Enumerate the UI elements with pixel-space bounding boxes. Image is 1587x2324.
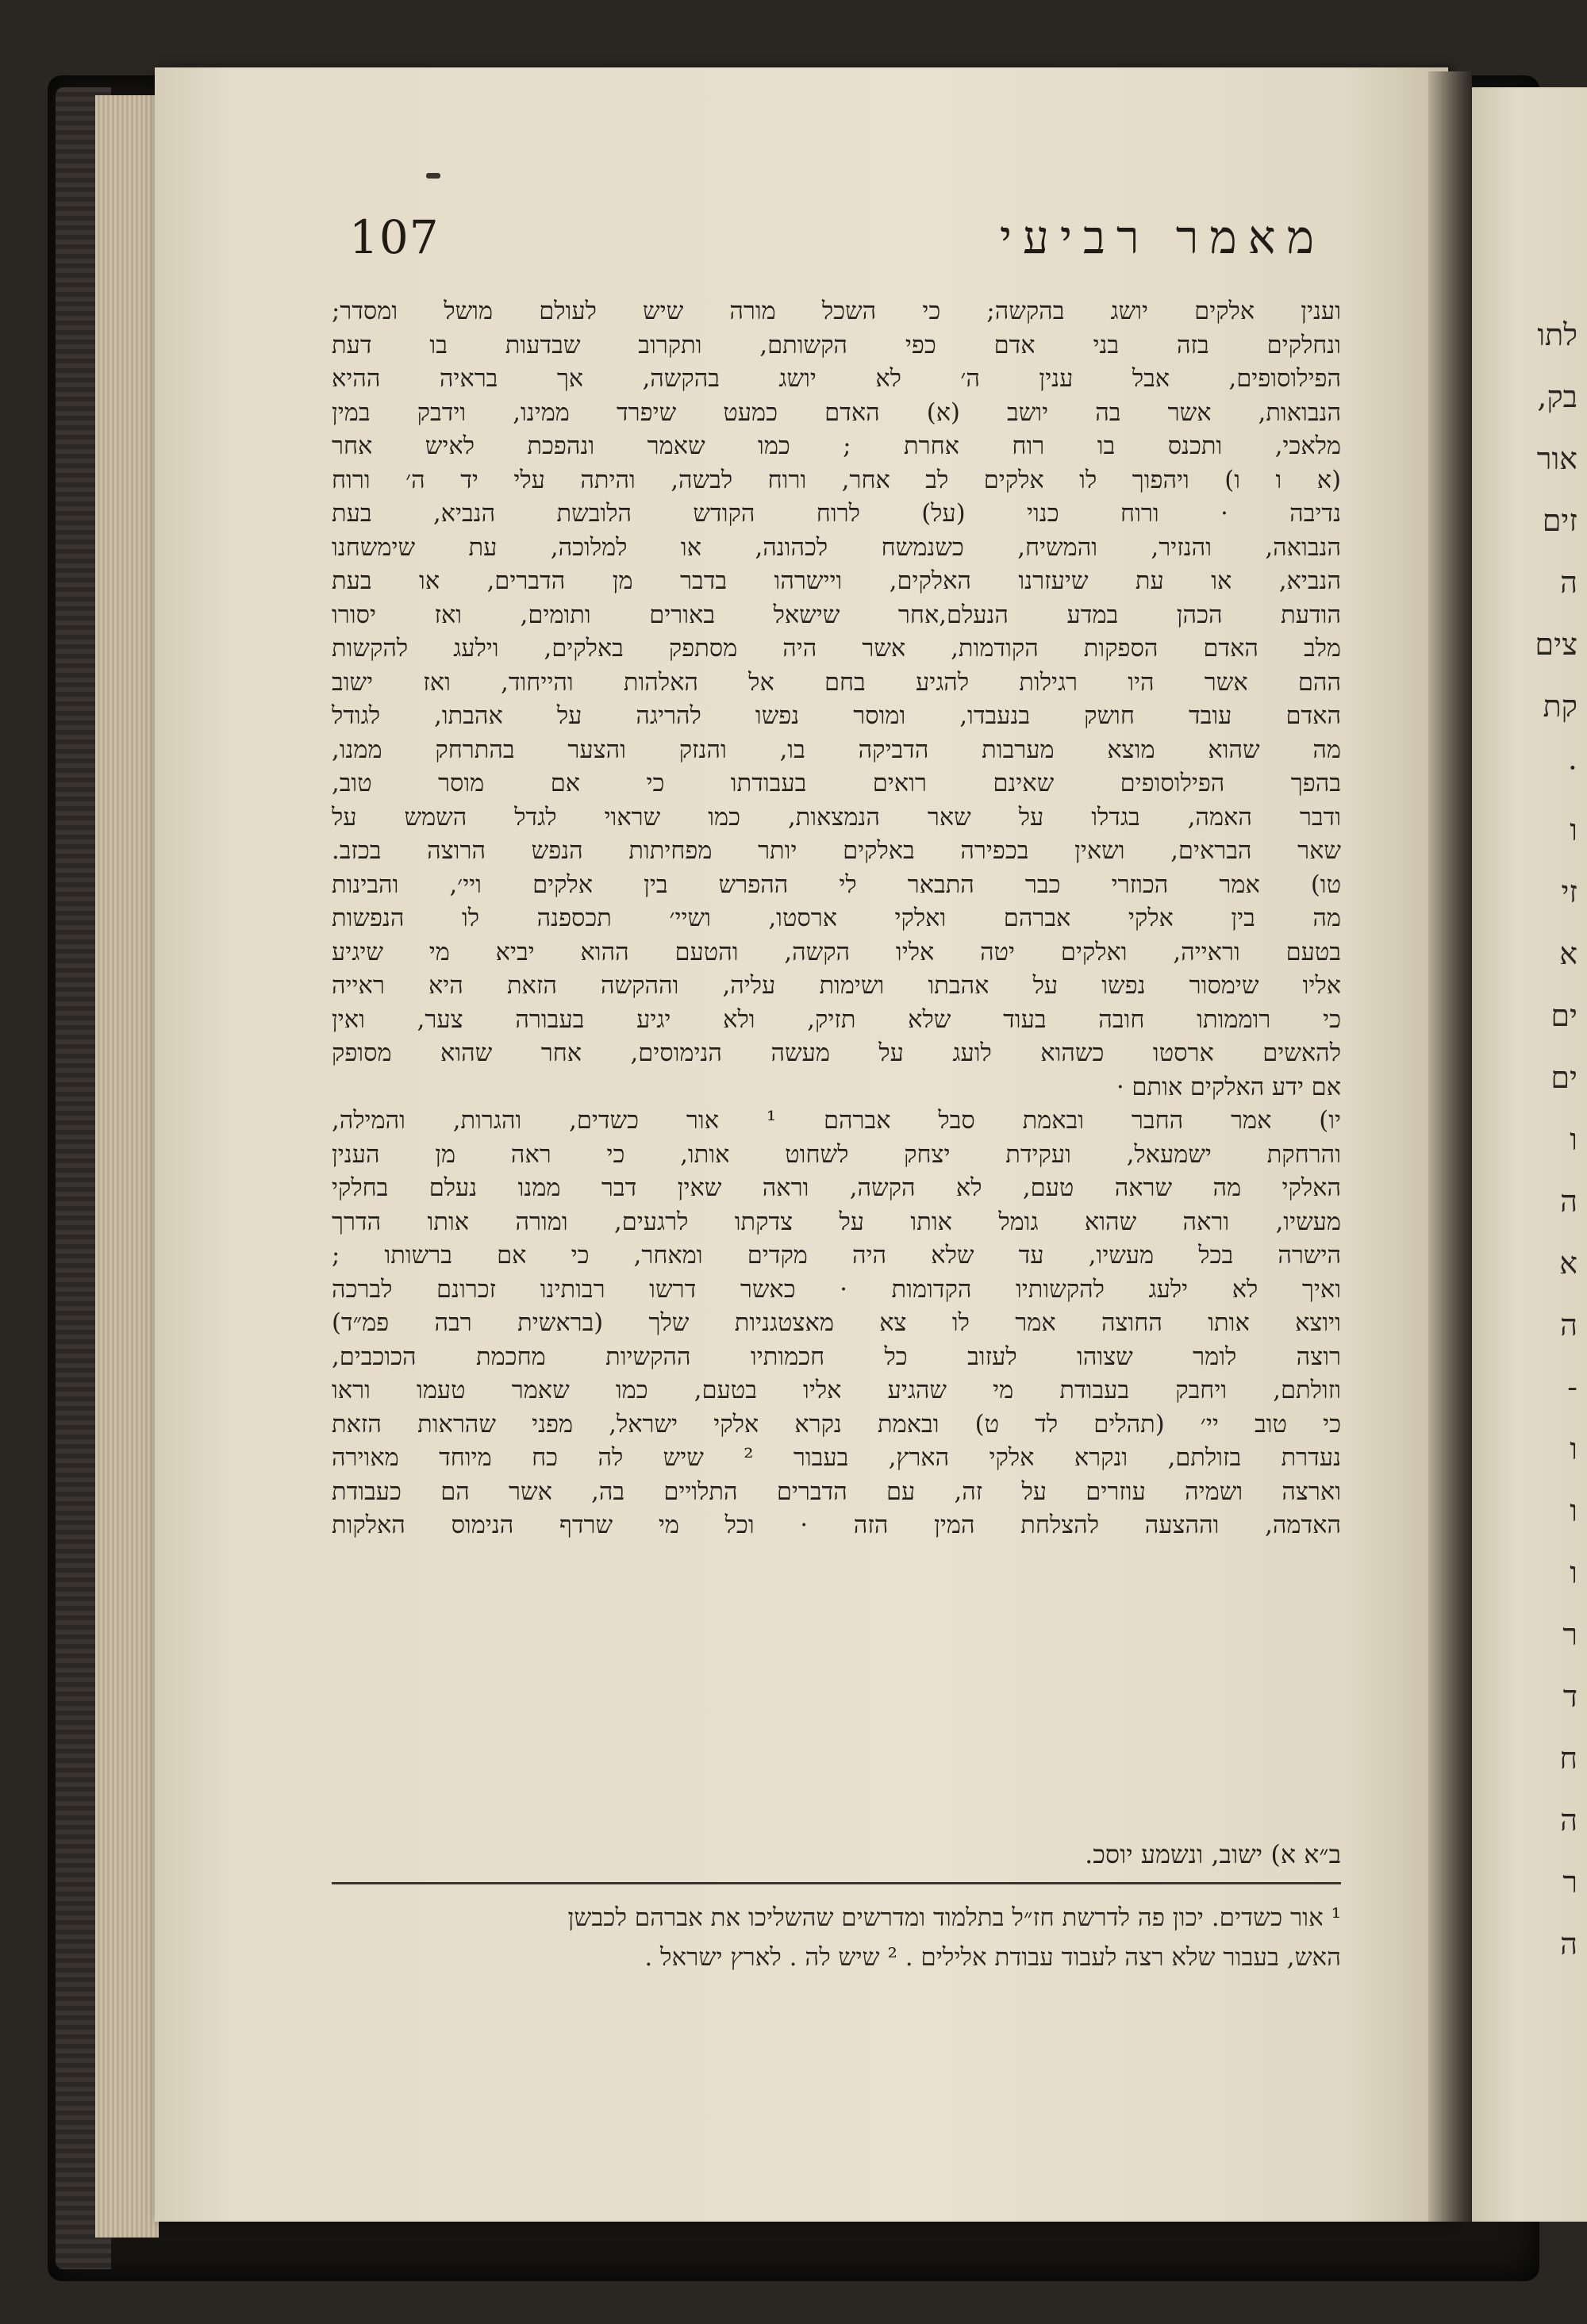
text-line: נדיבה · ורוח כנוי (על) לרוח הקודש הלובשת הנביא, בעת [332,500,1341,528]
facing-page-fragment: ו [1570,812,1577,847]
text-line: מה בין אלקי אברהם ואלקי ארסטו, ושיי׳ תכספנה לו הנפשות [332,905,1341,932]
facing-page-fragment: זי [1561,874,1577,909]
facing-page-fragment: בק, [1537,379,1577,414]
text-line: ואיך לא ילעג להקשותיו הקדומות · כאשר דרשו רבותינו זכרונם לברכה [332,1275,1341,1304]
text-line: וענין אלקים יושג בהקשה; כי השכל מורה שיש לעולם מושל ומסדר; [332,298,1341,325]
text-line: וארצה ושמיה עוזרים על זה, עם הדברים התלויים בה, אשר הם כעבודת [332,1477,1341,1506]
text-line: טו) אמר הכוזרי כבר התבאר לי ההפרש בין אלקים ויי׳, והבינות [332,870,1341,899]
book-gutter [1428,71,1472,2222]
text-line: יו) אמר החבר ובאמת סבל אברהם ¹ אור כשדים, והגרות, והמילה, [332,1107,1341,1135]
footnote-line: האש, בעבור שלא רצה לעבוד עבודת אלילים . ² שיש לה . לארץ ישראל . [644,1943,1341,1972]
facing-page-fragment: ה [1560,1926,1577,1961]
facing-page-fragment: אור [1536,441,1577,476]
text-line: שאר הבראים, ושאין בכפירה באלקים יותר מפחיתות הנפש הרוצה בכזב. [332,837,1341,865]
text-line: ונחלקים בזה בני אדם כפי הקשותם, ותקרוב שבדעות בו דעת [332,331,1341,359]
facing-page-fragment: ח [1559,1741,1577,1776]
facing-page-fragment: ה [1560,1184,1577,1219]
facing-page-fragment: ו [1570,1555,1577,1590]
facing-page-fragment: א [1559,936,1577,971]
text-line: ויוצא אותו החוצה אמר לו צא מאצטגניות שלך (בראשית רבה פמ״ד) [332,1309,1341,1337]
text-line: להאשים ארסטו כשהוא לועג על מעשה הנימוסים, אחר שהוא מסופק [332,1039,1341,1067]
text-line: אם ידע האלקים אותם · [1116,1073,1341,1101]
facing-page-edge [1472,87,1587,2222]
page-header [349,210,1325,274]
text-line: כי רוממותו חובה בעוד שלא תזיק, ולא יגיע בעבורה צער, ואין [332,1005,1341,1034]
page-number: 107 [349,210,440,264]
text-line: מלאכי, ותכנס בו רוח אחרת ; כמו שאמר ונהפכת לאיש אחר [332,432,1341,460]
facing-page-fragment: צים [1535,627,1577,662]
text-line: האלקי מה שראה טעם, לא הקשה, וראה שאין דבר ממנו נעלם בחלקי [332,1174,1341,1202]
text-line: בטעם וראייה, ואלקים יטה אליו הקשה, והטעם ההוא יביא מי שיגיע [332,938,1341,966]
text-line: אליו שימסור נפשו על אהבתו ושימות עליה, וההקשה הזאת היא ראייה [332,972,1341,1000]
facing-page-fragment: זים [1542,503,1577,538]
main-text [332,295,1341,1543]
facing-page-fragment: ו [1570,1431,1577,1466]
facing-page-fragment: ה [1560,1803,1577,1838]
text-line: האדם עובד חושק בנעבדו, ומוסר נפשו להריגה על אהבתו, לגודל [332,702,1341,730]
footnote-divider [332,1882,1341,1884]
text-line: ודבר האמה, בגדלו על שאר הנמצאות, כמו שראוי לגדל השמש על [332,803,1341,832]
text-line: הנביא, או עת שיעזרנו האלקים, ויישרהו בדבר מן הדברים, או בעת [332,567,1341,595]
text-line: כי טוב יי׳ (תהלים לד ט) ובאמת נקרא אלקי ישראל, מפני שהראות הזאת [332,1410,1341,1439]
facing-page-fragment: ר [1562,1617,1577,1652]
section-reference: ב״א א) ישוב, ונשמע יוסכ. [1085,1839,1341,1869]
facing-page-fragment: ו [1570,1122,1577,1157]
footnote-line: ¹ אור כשדים. יכון פה לדרשת חז״ל בתלמוד ומדרשים שהשליכו את אברהם לכבשן [567,1903,1341,1932]
facing-page-fragment: - [1567,1369,1577,1404]
text-line: רוצה לומר שצוהו לעזוב כל חכמותיו ההקשיות מחכמת הכוכבים, [332,1343,1341,1371]
text-line: מעשיו, וראה שהוא גומל אותו על צדקתו לרגעים, ומורה אותו הדרך [332,1208,1341,1236]
text-line: וזולתם, ויחבק בעבודת מי שהגיע אליו בטעם, כמו שאמר טעמו וראו [332,1377,1341,1404]
text-line: הנבואה, והנזיר, והמשיח, כשנמשח לכהונה, או למלוכה, עת שימשחנו [332,533,1341,562]
facing-page-fragment: קת [1543,689,1577,724]
text-line: (א ו ו) ויהפוך לו אלקים לב אחר, ורוח לבשה, והיתה עלי יד ה׳ ורוח [332,466,1341,494]
ink-mark [426,173,440,179]
text-line: נעדרת בזולתם, ונקרא אלקי הארץ, בעבור ² שיש לה כח מיוחד מאוירה [332,1444,1341,1472]
facing-page-fragment: ה [1560,1308,1577,1343]
text-line: מה שהוא מוצא מערבות הדביקה בו, והנזק והצער בהתרחק ממנו, [332,736,1341,764]
facing-page-fragment: ר [1562,1865,1577,1900]
facing-page-fragment: לתו [1537,317,1577,352]
text-line: הפילוסופים, אבל ענין ה׳ לא יושג בהקשה, אך בראיה ההיא [332,365,1341,393]
text-line: ההם אשר היו רגילות להגיע בחם אל האלהות והייחוד, ואז ישוב [332,668,1341,697]
text-line: הנבואות, אשר בה יושב (א) האדם כמעט שיפרד ממינו, וידבק במין [332,398,1341,427]
facing-page-fragment: ה [1560,565,1577,600]
facing-page-fragment: ים [1550,1060,1577,1095]
page-stack-edge [95,95,159,2238]
facing-page-fragment: ו [1570,1493,1577,1528]
facing-page-fragment: ים [1550,998,1577,1033]
text-line: הודעת הכהן במדע הנעלם,אחר שישאל באורים ותומים, ואז יסורו [332,601,1341,629]
facing-page-fragment: · [1567,751,1577,786]
text-line: הישרה בכל מעשיו, עד שלא היה מקדים ומאחר, כי אם ברשותו ; [332,1242,1341,1270]
text-line: מלב האדם הספקות הקודמות, אשר היה מסתפק באלקים, וילעג להקשות [332,635,1341,663]
text-line: בהפך הפילוסופים שאינם רואים בעבודתו כי אם מוסר טוב, [332,770,1341,797]
footnotes [332,1898,1341,1977]
facing-page-fragment: א [1559,1246,1577,1281]
facing-page-fragment: ד [1562,1679,1577,1714]
text-line: האדמה, וההצעה להצלחת המין הזה · וכל מי שרדף הנימוס האלקות [332,1512,1341,1539]
running-head: מאמר רביעי [999,210,1325,264]
text-line: והרחקת ישמעאל, ועקידת יצחק לשחוט אותו, כי ראה מן הענין [332,1140,1341,1169]
